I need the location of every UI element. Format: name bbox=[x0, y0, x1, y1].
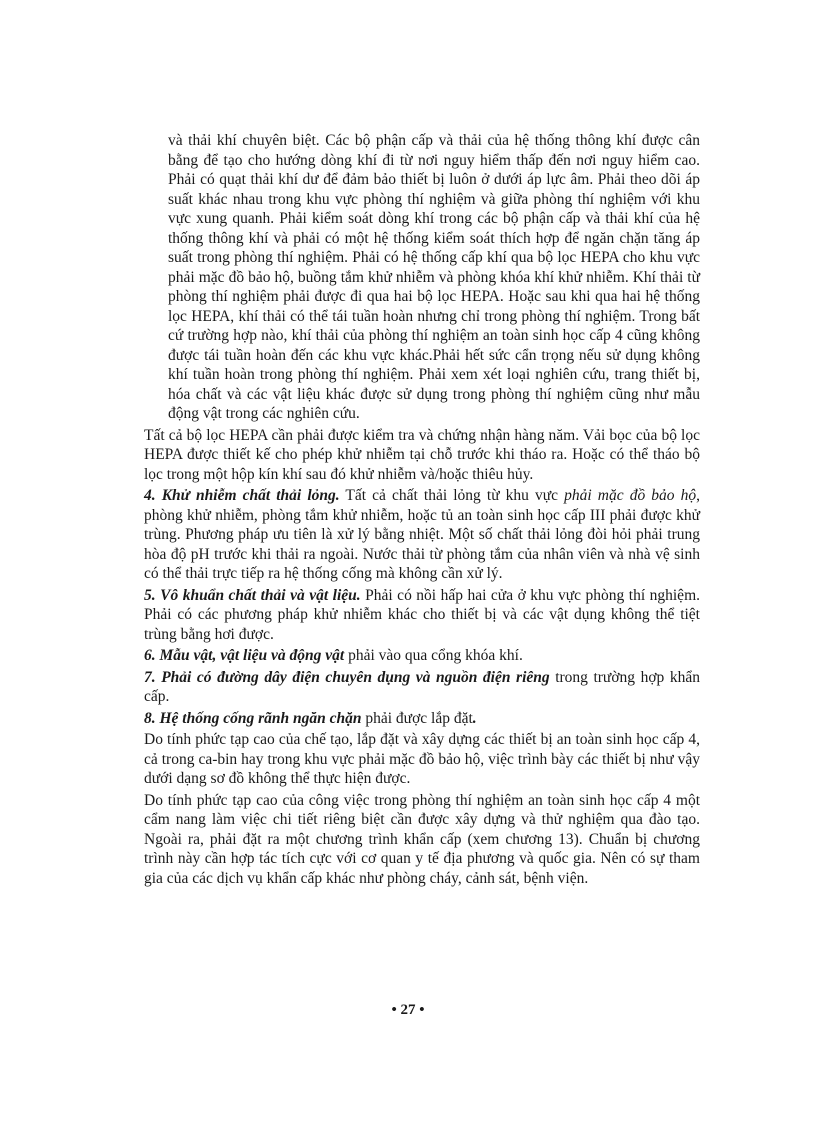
text-power: trong trường hợp khẩn cấp. bbox=[144, 668, 700, 705]
page-number: • 27 • bbox=[391, 1002, 425, 1018]
paragraph-liquid-waste bbox=[144, 486, 700, 584]
text-drainage: phải được lắp đặt bbox=[361, 709, 473, 727]
paragraph-drainage bbox=[144, 709, 700, 729]
paragraph-sterilization bbox=[144, 586, 700, 645]
paragraph-manual: Do tính phức tạp cao của công việc trong phòng thí nghiệm an toàn sinh học cấp 4 một cẩm nang làm việc chi tiết riêng biệt cần được xây dựng và thử nghiệm qua đào tạo. Ngoài ra, phải đặt ra một chương trình khẩn cấp (xem chương 13). Chuẩn bị chương trình này cần hợp tác tích cực với cơ quan y tế địa phương và quốc gia. Nên có sự tham gia của các dịch vụ khẩn cấp khác như phòng cháy, cảnh sát, bệnh viện. bbox=[144, 791, 700, 887]
paragraph-specimens bbox=[144, 646, 700, 666]
text-drainage-period: . bbox=[472, 709, 477, 727]
paragraph-ventilation: và thải khí chuyên biệt. Các bộ phận cấp và thải của hệ thống thông khí được cân bằng để tạo cho hướng dòng khí đi từ nơi nguy hiểm thấp đến nơi nguy hiểm cao. Phải có quạt thải khí dư để đảm bảo thiết bị luôn ở dưới áp lực âm. Phải theo dõi áp suất khác nhau trong khu vực phòng thí nghiệm và giữa phòng thí nghiệm với khu vực xung quanh. Phải kiểm soát dòng khí trong các bộ phận cấp và thải khí của hệ thống thông khí và phải có một hệ thống kiểm soát thích hợp để ngăn chặn tăng áp suất trong phòng thí nghiệm. Phải có hệ thống cấp khí qua bộ lọc HEPA cho khu vực phải mặc đồ bảo hộ, buồng tắm khử nhiễm và phòng khóa khí khử nhiễm. Khí thải từ phòng thí nghiệm phải được đi qua hai bộ lọc HEPA. Hoặc sau khi qua hai hệ thống lọc HEPA, khí thải có thể tái tuần hoàn nhưng chỉ trong phòng thí nghiệm. Trong bất cứ trường hợp nào, khí thải của phòng thí nghiệm an toàn sinh học cấp 4 cũng không được tái tuần hoàn đến các khu vực khác.Phải hết sức cẩn trọng nếu sử dụng không khí tuần hoàn trong phòng thí nghiệm. Phải xem xét loại nghiên cứu, trang thiết bị, hóa chất và các vật liệu khác được sử dụng trong phòng thí nghiệm cũng như mẫu động vật trong các nghiên cứu. bbox=[168, 132, 700, 422]
text-liquid-waste-1: Tất cả chất thải lỏng từ khu vực bbox=[339, 487, 565, 504]
heading-specimens: 6. Mẫu vật, vật liệu và động vật bbox=[144, 647, 345, 664]
paragraph-complexity: Do tính phức tạp cao của chế tạo, lắp đặt và xây dựng các thiết bị an toàn sinh học cấp 4, cả trong ca-bin hay trong khu vực phải mặc đồ bảo hộ, việc trình bày các thiết bị như vậy dưới dạng sơ đồ không thể thực hiện được. bbox=[144, 731, 700, 787]
text-specimens: phải vào qua cổng khóa khí. bbox=[344, 647, 523, 664]
text-sterilization: Phải có nồi hấp hai cửa ở khu vực phòng thí nghiệm. Phải có các phương pháp khử nhiễm khác cho thiết bị và các vật dụng không thể tiệt trùng bằng hơi được. bbox=[144, 586, 700, 643]
paragraph-hepa-filters: Tất cả bộ lọc HEPA cần phải được kiểm tra và chứng nhận hàng năm. Vải bọc của bộ lọc HEPA được thiết kế cho phép khử nhiễm tại chỗ trước khi tháo ra. Hoặc có thể tháo bộ lọc trong một hộp kín khí sau đó khử nhiễm và/hoặc thiêu hủy. bbox=[144, 426, 700, 483]
text-liquid-waste-em: phải mặc đồ bảo hộ bbox=[564, 487, 697, 504]
heading-sterilization: 5. Vô khuẩn chất thải và vật liệu. bbox=[144, 586, 361, 604]
text-liquid-waste-2: , phòng khử nhiễm, phòng tắm khử nhiễm, hoặc tủ an toàn sinh học cấp III phải được khử trùng. Phương pháp ưu tiên là xử lý bằng nhiệt. Một số chất thải lỏng đòi hỏi phải trung hòa độ pH trước khi thải ra ngoài. Nước thải từ phòng tắm của nhân viên và nhà vệ sinh có thể thải trực tiếp ra hệ thống cống mà không cần xử lý. bbox=[144, 487, 700, 582]
heading-drainage: 8. Hệ thống cống rãnh ngăn chặn bbox=[144, 709, 362, 727]
paragraph-power bbox=[144, 668, 700, 707]
heading-power: 7. Phải có đường dây điện chuyên dụng và nguồn điện riêng bbox=[144, 668, 550, 686]
heading-liquid-waste: 4. Khử nhiễm chất thải lỏng. bbox=[144, 487, 340, 504]
body-text bbox=[144, 131, 700, 890]
